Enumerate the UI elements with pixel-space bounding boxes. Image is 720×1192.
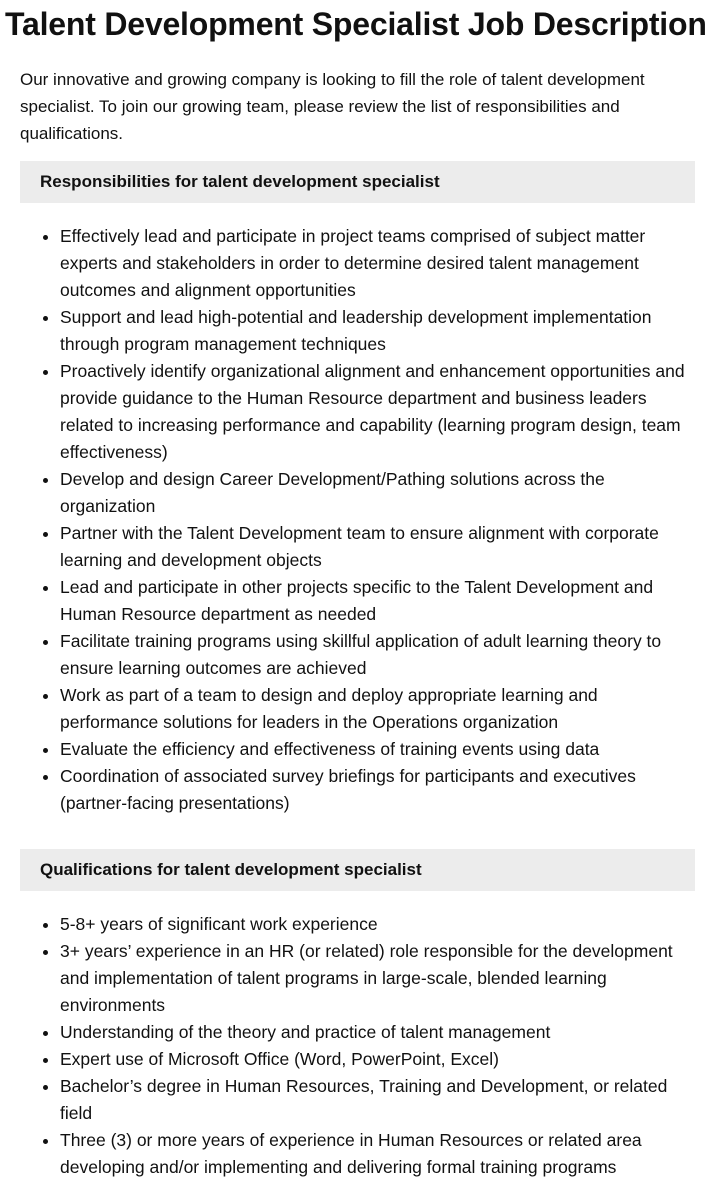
list-item: • 3+ years’ experience in an HR (or related) role responsible for the development and implementation of talent programs in large-scale, blended learning environments	[60, 938, 695, 1019]
list-item: • Lead and participate in other projects specific to the Talent Development and Human Resource department as needed	[60, 574, 695, 628]
list-item: • Develop and design Career Development/Pathing solutions across the organization	[60, 466, 695, 520]
qualifications-heading: Qualifications for talent development specialist	[20, 849, 695, 891]
list-item: • Bachelor’s degree in Human Resources, Training and Development, or related field	[60, 1073, 695, 1127]
list-item: • Work as part of a team to design and deploy appropriate learning and performance solutions for leaders in the Operations organization	[60, 682, 695, 736]
list-item: • Support and lead high-potential and leadership development implementation through program management techniques	[60, 304, 695, 358]
list-item: • Proactively identify organizational alignment and enhancement opportunities and provide guidance to the Human Resource department and business leaders related to increasing performance and capability (learning program design, team effectiveness)	[60, 358, 695, 466]
qualifications-list	[20, 911, 695, 1181]
list-item: • 5-8+ years of significant work experience	[60, 911, 695, 938]
list-item: • Effectively lead and participate in project teams comprised of subject matter experts and stakeholders in order to determine desired talent management outcomes and alignment opportunities	[60, 223, 695, 304]
list-item: • Understanding of the theory and practice of talent management	[60, 1019, 695, 1046]
list-item: • Expert use of Microsoft Office (Word, PowerPoint, Excel)	[60, 1046, 695, 1073]
list-item: • Coordination of associated survey briefings for participants and executives (partner-facing presentations)	[60, 763, 695, 817]
list-item: • Facilitate training programs using skillful application of adult learning theory to ensure learning outcomes are achieved	[60, 628, 695, 682]
list-item: • Three (3) or more years of experience in Human Resources or related area developing and/or implementing and delivering formal training programs	[60, 1127, 695, 1181]
list-item: • Partner with the Talent Development team to ensure alignment with corporate learning and development objects	[60, 520, 695, 574]
page-title: Talent Development Specialist Job Description	[5, 6, 707, 42]
responsibilities-list	[20, 223, 695, 817]
list-item: • Evaluate the efficiency and effectiveness of training events using data	[60, 736, 695, 763]
responsibilities-heading: Responsibilities for talent development specialist	[20, 161, 695, 203]
intro-text: Our innovative and growing company is looking to fill the role of talent development specialist. To join our growing team, please review the list of responsibilities and qualifications.	[20, 70, 645, 143]
